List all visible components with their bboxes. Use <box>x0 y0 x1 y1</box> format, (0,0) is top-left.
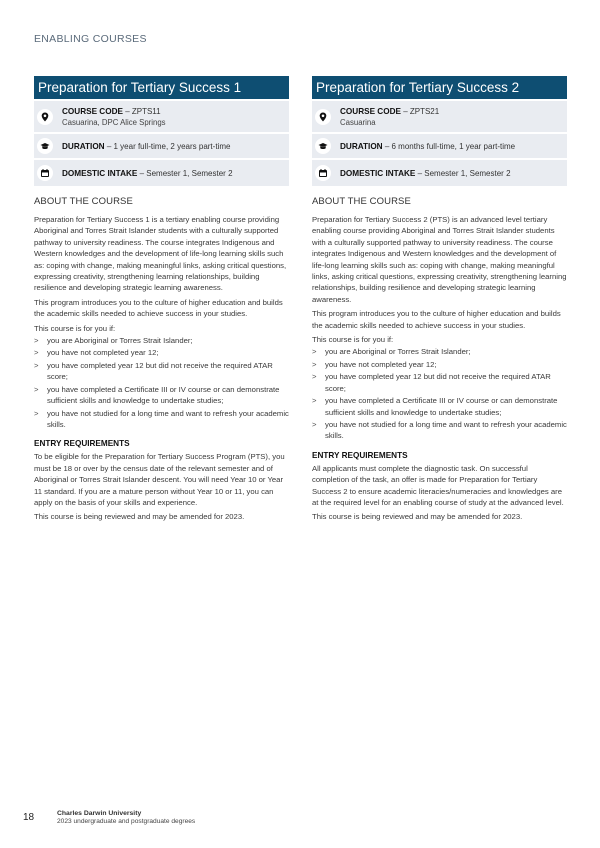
entry-paragraph-2: This course is being reviewed and may be amended for 2023. <box>34 512 245 522</box>
calendar-icon <box>37 165 53 181</box>
course-column-2 <box>312 76 567 523</box>
campus: Casuarina <box>340 117 376 127</box>
duration-label: DURATION <box>62 141 105 151</box>
eligibility-list <box>34 335 289 430</box>
duration-row <box>312 134 567 158</box>
footer-organization: Charles Darwin University <box>57 810 142 817</box>
calendar-icon <box>315 165 331 181</box>
course-code-value: – ZPTS11 <box>122 106 161 116</box>
entry-heading: ENTRY REQUIREMENTS <box>34 439 130 449</box>
list-item: > you have completed year 12 but did not receive the required ATAR score; <box>312 371 567 394</box>
duration-value: – 1 year full-time, 2 years part-time <box>104 141 231 151</box>
about-paragraph-2: This program introduces you to the culture of higher education and builds the academic skills needed to achieve success in your studies. <box>312 309 561 330</box>
footer-subtitle: 2023 undergraduate and postgraduate degrees <box>57 818 196 825</box>
list-item: > you are Aboriginal or Torres Strait Islander; <box>312 346 567 357</box>
section-label: ENABLING COURSES <box>34 33 147 45</box>
intake-value: – Semester 1, Semester 2 <box>137 168 233 178</box>
duration-value: – 6 months full-time, 1 year part-time <box>382 141 516 151</box>
intake-label: DOMESTIC INTAKE <box>62 168 138 178</box>
course-code-row <box>34 101 289 132</box>
about-heading: ABOUT THE COURSE <box>312 196 411 207</box>
course-title: Preparation for Tertiary Success 1 <box>34 76 289 99</box>
graduation-cap-icon <box>37 138 53 154</box>
list-item: > you have not completed year 12; <box>34 347 289 358</box>
course-column-1 <box>34 76 289 523</box>
list-item: > you have not completed year 12; <box>312 359 567 370</box>
eligibility-list <box>312 346 567 441</box>
list-item: > you have not studied for a long time and want to refresh your academic skills. <box>34 408 289 431</box>
entry-paragraph-1: To be eligible for the Preparation for Tertiary Success Program (PTS), you must be 18 or over by the census date of the relevant semester and of Aboriginal or Torres Strait Islander descent. You will need Year 10 or Year 11 standard. If you are a mature person without Year 10 or 11, you can apply on the basis of your skills and experience. <box>34 452 285 507</box>
about-paragraph-1: Preparation for Tertiary Success 1 is a tertiary enabling course providing Aboriginal and Torres Strait Islander students with a culturally supported pathway to university readiness. The course integrates Indigenous and Western knowledges and the development of life-long learning skills such as: coping with change, making meaningful links, asking critical questions, expressing creativity, strengthening learning relationships, building resilience and developing strategic learning awareness. <box>34 215 287 293</box>
about-heading: ABOUT THE COURSE <box>34 196 133 207</box>
list-item: > you have completed a Certificate III or IV course or can demonstrate sufficient skills and knowledge to undertake studies; <box>34 384 289 407</box>
about-paragraph-2: This program introduces you to the culture of higher education and builds the academic skills needed to achieve success in your studies. <box>34 297 283 319</box>
course-code-row <box>312 101 567 132</box>
course-code-label: COURSE CODE <box>340 106 401 116</box>
entry-paragraph-1: All applicants must complete the diagnostic task. On successful completion of the task, an offer is made for Preparation for Tertiary Success 2 to ensure academic literacies/numeracies and knowledges are at the required level for an enabling course of study at the advanced level. <box>312 463 564 507</box>
page-number: 18 <box>23 812 35 823</box>
for-you-intro: This course is for you if: <box>34 323 116 333</box>
intake-row <box>312 160 567 186</box>
campus: Casuarina, DPC Alice Springs <box>62 117 166 127</box>
course-title: Preparation for Tertiary Success 2 <box>312 76 567 99</box>
location-pin-icon <box>37 109 53 125</box>
entry-paragraph-2: This course is being reviewed and may be amended for 2023. <box>312 512 523 522</box>
intake-label: DOMESTIC INTAKE <box>340 168 416 178</box>
about-paragraph-1: Preparation for Tertiary Success 2 (PTS) is an advanced level tertiary enabling course providing Aboriginal and Torres Strait Islander students with a culturally supported pathway to university readiness. The course integrates Indigenous and Western knowledges and the development of life-long learning skills such as: coping with change, making meaningful links, asking critical questions, expressing creativity, strengthening learning relationships, building resilience and developing strategic learning awareness. <box>312 215 567 304</box>
course-code-value: – ZPTS21 <box>400 106 440 116</box>
entry-heading: ENTRY REQUIREMENTS <box>312 450 408 460</box>
intake-row <box>34 160 289 186</box>
graduation-cap-icon <box>315 138 331 154</box>
list-item: > you have completed year 12 but did not receive the required ATAR score; <box>34 360 289 383</box>
intake-value: – Semester 1, Semester 2 <box>415 168 511 178</box>
course-code-label: COURSE CODE <box>62 106 123 116</box>
duration-row <box>34 134 289 158</box>
duration-label: DURATION <box>340 141 383 151</box>
location-pin-icon <box>315 109 331 125</box>
list-item: > you have completed a Certificate III or IV course or can demonstrate sufficient skills and knowledge to undertake studies; <box>312 395 567 418</box>
for-you-intro: This course is for you if: <box>312 335 394 345</box>
list-item: > you are Aboriginal or Torres Strait Islander; <box>34 335 289 346</box>
list-item: > you have not studied for a long time and want to refresh your academic skills. <box>312 419 567 442</box>
